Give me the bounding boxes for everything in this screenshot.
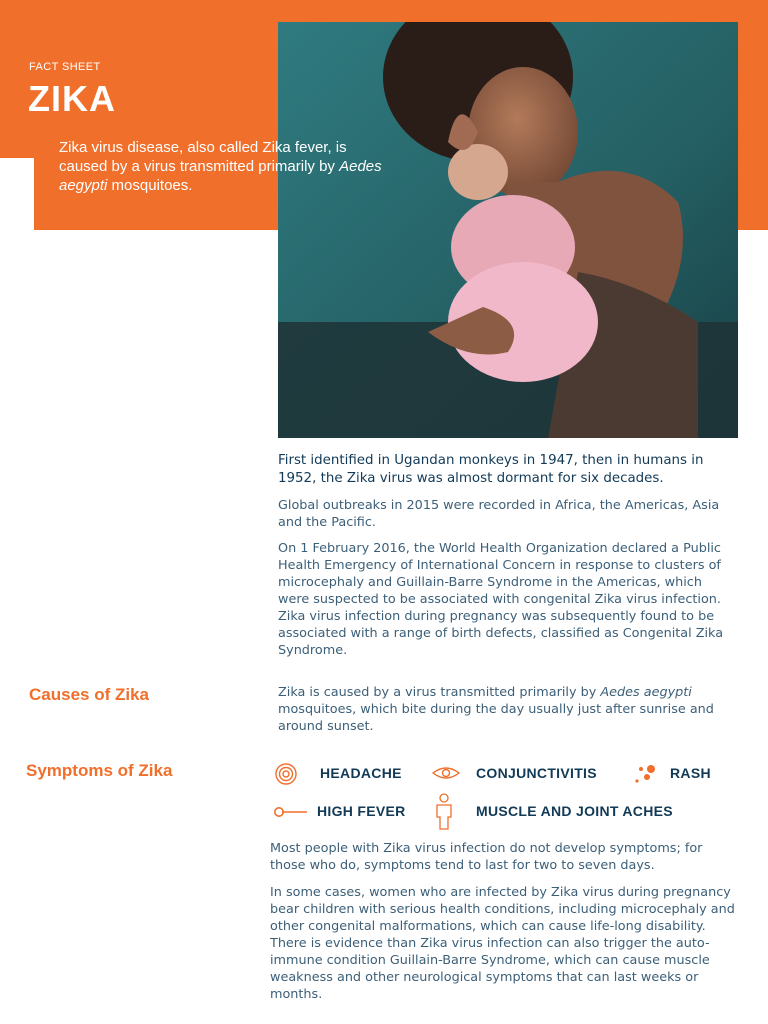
symptoms-paragraph-2: In some cases, women who are infected by Zika virus during pregnancy bear children with serious health conditions, including microcephaly and other congenital malformations, which can cause life-long disability. There is evidence than Zika virus infection can also trigger the auto-immune condition Guillain-Barre Syndrome, which can cause muscle weakness and other neurological symptoms that can last weeks or months. xyxy=(270,885,735,1002)
species-name: Aedes aegypti xyxy=(59,158,382,194)
overview-paragraph-1: Global outbreaks in 2015 were recorded in Africa, the Americas, Asia and the Pacific. xyxy=(278,498,720,530)
symptom-conjunctivitis: CONJUNCTIVITIS xyxy=(476,765,597,781)
photo-illustration xyxy=(278,22,738,438)
header-orange-top-band xyxy=(0,0,768,22)
headache-icon xyxy=(273,763,299,785)
symptom-muscle-joint-aches: MUSCLE AND JOINT ACHES xyxy=(476,803,673,819)
causes-heading: Causes of Zika xyxy=(29,685,149,704)
rash-icon xyxy=(631,763,659,785)
person-icon xyxy=(433,793,455,831)
thermometer-icon xyxy=(273,806,309,818)
symptom-rash: RASH xyxy=(670,765,711,781)
overview-paragraph-2: On 1 February 2016, the World Health Organization declared a Public Health Emergency of International Concern in response to clusters of microcephaly and Guillain-Barre Syndrome in the Americas, which were suspected to be associated with congenital Zika virus infection. Zika virus infection during pregnancy was subsequently found to be associated with a range of birth defects, classified as Congenital Zika Syndrome. xyxy=(278,541,724,658)
eye-icon xyxy=(431,765,461,781)
intro-text: Zika virus disease, also called Zika fever, is caused by a virus transmitted primarily by Aedes aegypti mosquitoes. xyxy=(59,139,382,194)
symptom-high-fever: HIGH FEVER xyxy=(317,803,406,819)
symptoms-paragraph-1: Most people with Zika virus infection do not develop symptoms; for those who do, symptoms tend to last for two to seven days. xyxy=(270,841,703,873)
overview-lead: First identified in Ugandan monkeys in 1947, then in humans in 1952, the Zika virus was almost dormant for six decades. xyxy=(278,453,704,486)
fact-sheet-label: FACT SHEET xyxy=(29,61,101,73)
page-title: ZIKA xyxy=(28,78,116,119)
causes-text: Zika is caused by a virus transmitted primarily by Aedes aegypti mosquitoes, which bite during the day usually just after sunrise and around sunset. xyxy=(278,685,714,734)
mother-and-baby-photo xyxy=(278,22,738,438)
symptoms-heading: Symptoms of Zika xyxy=(26,761,173,780)
symptom-headache: HEADACHE xyxy=(320,765,402,781)
